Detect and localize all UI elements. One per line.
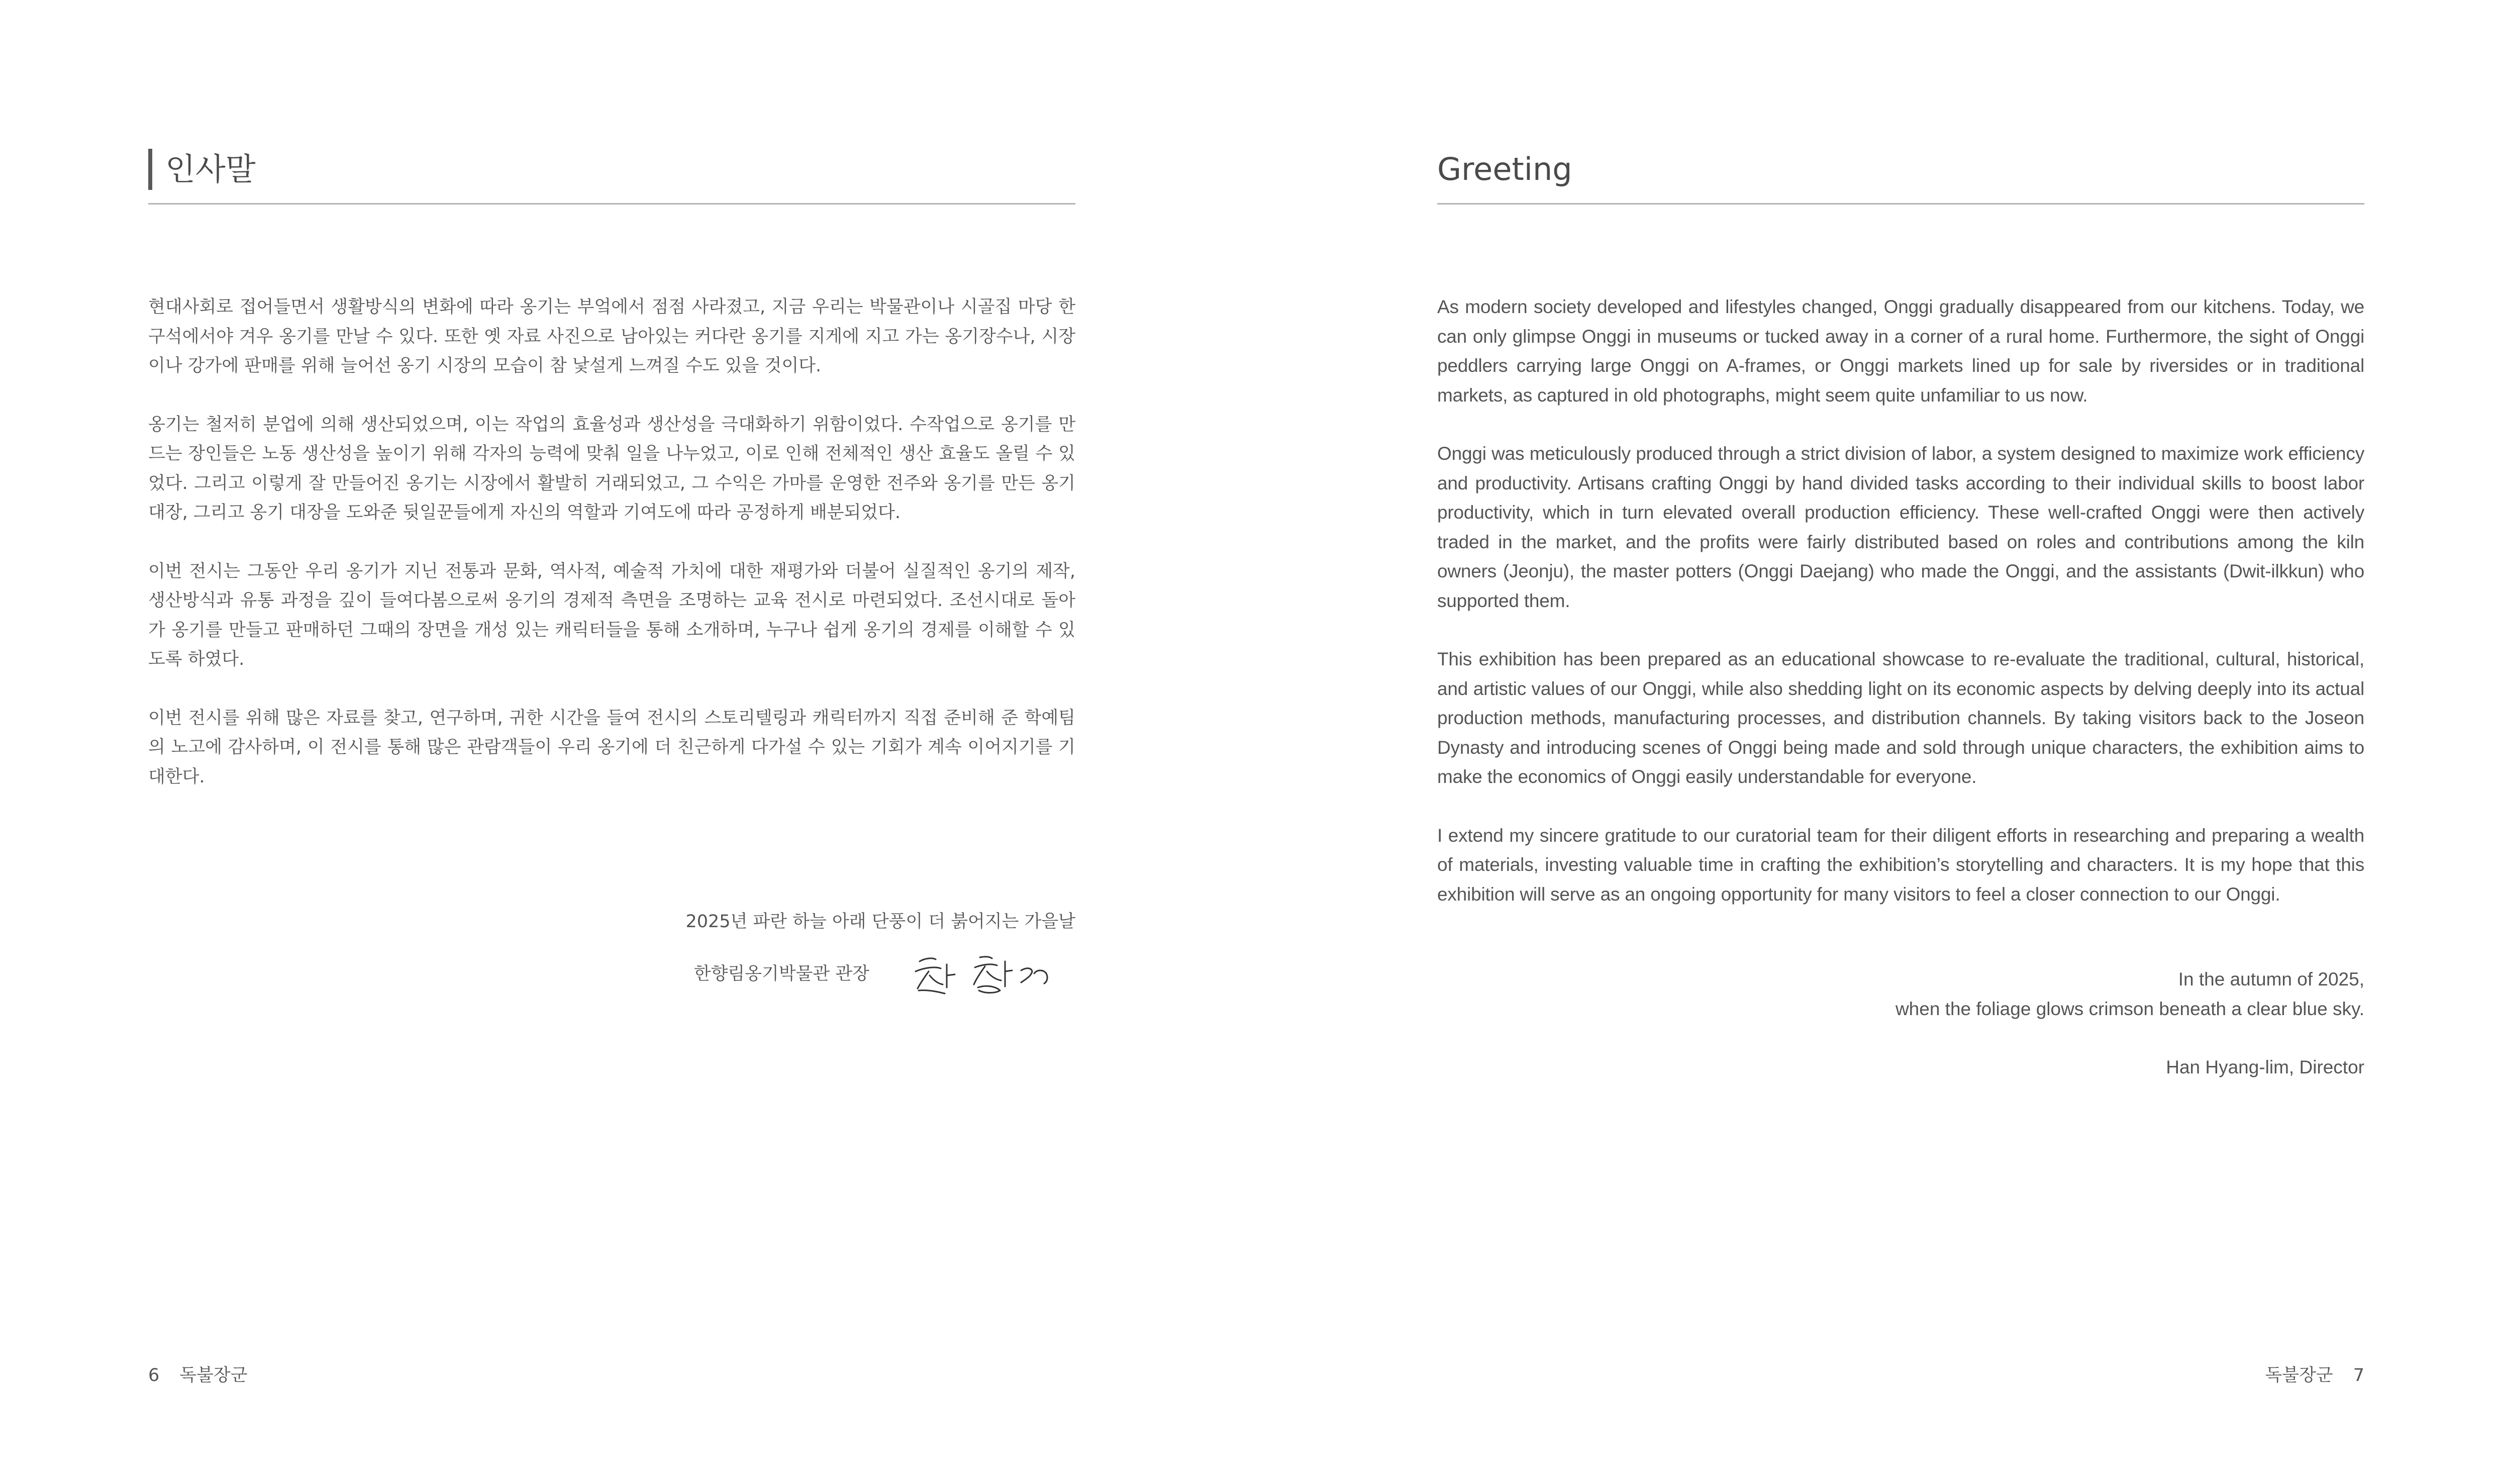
page-heading: [148, 147, 1075, 205]
heading-title: Greeting: [1437, 151, 1572, 187]
right-page: [1437, 0, 2364, 1484]
body-text: [148, 292, 1075, 821]
paragraph: 현대사회로 접어들면서 생활방식의 변화에 따라 옹기는 부엌에서 점점 사라졌고, 지금 우리는 박물관이나 시골집 마당 한구석에서야 겨우 옹기를 만날 수 있다. 또한 옛 자료 사진으로 남아있는 커다란 옹기를 지게에 지고 가는 옹기장수나, 시장이나 강가에 판매를 위해 늘어선 옹기 시장의 모습이 참 낯설게 느껴질 수도 있을 것이다.: [148, 297, 1075, 376]
section-name: 독불장군: [2265, 1365, 2333, 1386]
director-signature: Han Hyang-lim, Director: [2166, 1057, 2364, 1077]
paragraph: I extend my sincere gratitude to our curatorial team for their diligent efforts in researching and preparing a wealth of materials, investing valuable time in crafting the exhibition’s storytelling and characters. It is my hope that this exhibition will serve as an ongoing opportunity for many visitors to feel a closer connection to our Onggi.: [1437, 825, 2364, 905]
page-number: 6: [148, 1365, 160, 1386]
body-text: [1437, 292, 2364, 938]
paragraph: 이번 전시를 위해 많은 자료를 찾고, 연구하며, 귀한 시간을 들여 전시의 스토리텔링과 캐릭터까지 직접 준비해 준 학예팀의 노고에 감사하며, 이 전시를 통해 많은 관람객들이 우리 옹기에 더 친근하게 다가설 수 있는 기회가 계속 이어지기를 기대한다.: [148, 708, 1075, 787]
paragraph: Onggi was meticulously produced through a strict division of labor, a system designed to maximize work efficiency and productivity. Artisans crafting Onggi by hand divided tasks according to their individual skills to boost labor productivity, which in turn elevated overall production efficiency. These well-crafted Onggi were then actively traded in the market, and the profits were fairly distributed based on roles and contributions among the kiln owners (Jeonju), the master potters (Onggi Daejang) who made the Onggi, and the assistants (Dwit-ilkkun) who supported them.: [1437, 443, 2364, 611]
heading-accent-bar: [148, 149, 152, 190]
paragraph: This exhibition has been prepared as an educational showcase to re-evaluate the traditional, cultural, historical, and artistic values of our Onggi, while also shedding light on its economic aspects by delving deeply into its actual production methods, manufacturing processes, and distribution channels. By taking visitors back to the Joseon Dynasty and introducing scenes of Onggi being made and sold through unique characters, the exhibition aims to make the economics of Onggi easily understandable for everyone.: [1437, 649, 2364, 787]
closing-block: [1661, 965, 2364, 1082]
page-number: 7: [2353, 1365, 2364, 1386]
closing-line: when the foliage glows crimson beneath a clear blue sky.: [1895, 998, 2364, 1019]
director-title: 한향림옹기박물관 관장: [693, 964, 869, 984]
signature-row: [694, 947, 1055, 998]
paragraph: As modern society developed and lifestyles changed, Onggi gradually disappeared from our kitchens. Today, we can only glimpse Onggi in museums or tucked away in a corner of a rural home. Furthermore, the sight of Onggi peddlers carrying large Onggi on A-frames, or Onggi markets lined up for sale by riversides or in traditional markets, as captured in old photographs, might seem quite unfamiliar to us now.: [1437, 296, 2364, 406]
closing-date: 2025년 파란 하늘 아래 단풍이 더 붉어지는 가을날: [685, 912, 1075, 932]
page-heading: [1437, 147, 2364, 205]
heading-title: 인사말: [165, 151, 256, 187]
left-page: [148, 0, 1075, 1484]
page-footer: [2265, 1363, 2364, 1388]
section-name: 독불장군: [179, 1365, 248, 1386]
closing-line: In the autumn of 2025,: [2178, 969, 2364, 990]
signature-image: [905, 947, 1055, 998]
paragraph: 옹기는 철저히 분업에 의해 생산되었으며, 이는 작업의 효율성과 생산성을 극대화하기 위함이었다. 수작업으로 옹기를 만드는 장인들은 노동 생산성을 높이기 위해 각자의 능력에 맞춰 일을 나누었고, 이로 인해 전체적인 생산 효율도 올릴 수 있었다. 그리고 이렇게 잘 만들어진 옹기는 시장에서 활발히 거래되었고, 그 수익은 가마를 운영한 전주와 옹기를 만든 옹기 대장, 그리고 옹기 대장을 도와준 뒷일꾼들에게 자신의 역할과 기여도에 따라 공정하게 배분되었다.: [148, 414, 1075, 523]
paragraph: 이번 전시는 그동안 우리 옹기가 지닌 전통과 문화, 역사적, 예술적 가치에 대한 재평가와 더불어 실질적인 옹기의 제작, 생산방식과 유통 과정을 깊이 들여다봄으로써 옹기의 경제적 측면을 조명하는 교육 전시로 마련되었다. 조선시대로 돌아가 옹기를 만들고 판매하던 그때의 장면을 개성 있는 캐릭터들을 통해 소개하며, 누구나 쉽게 옹기의 경제를 이해할 수 있도록 하였다.: [148, 561, 1075, 669]
page-footer: [148, 1363, 248, 1388]
